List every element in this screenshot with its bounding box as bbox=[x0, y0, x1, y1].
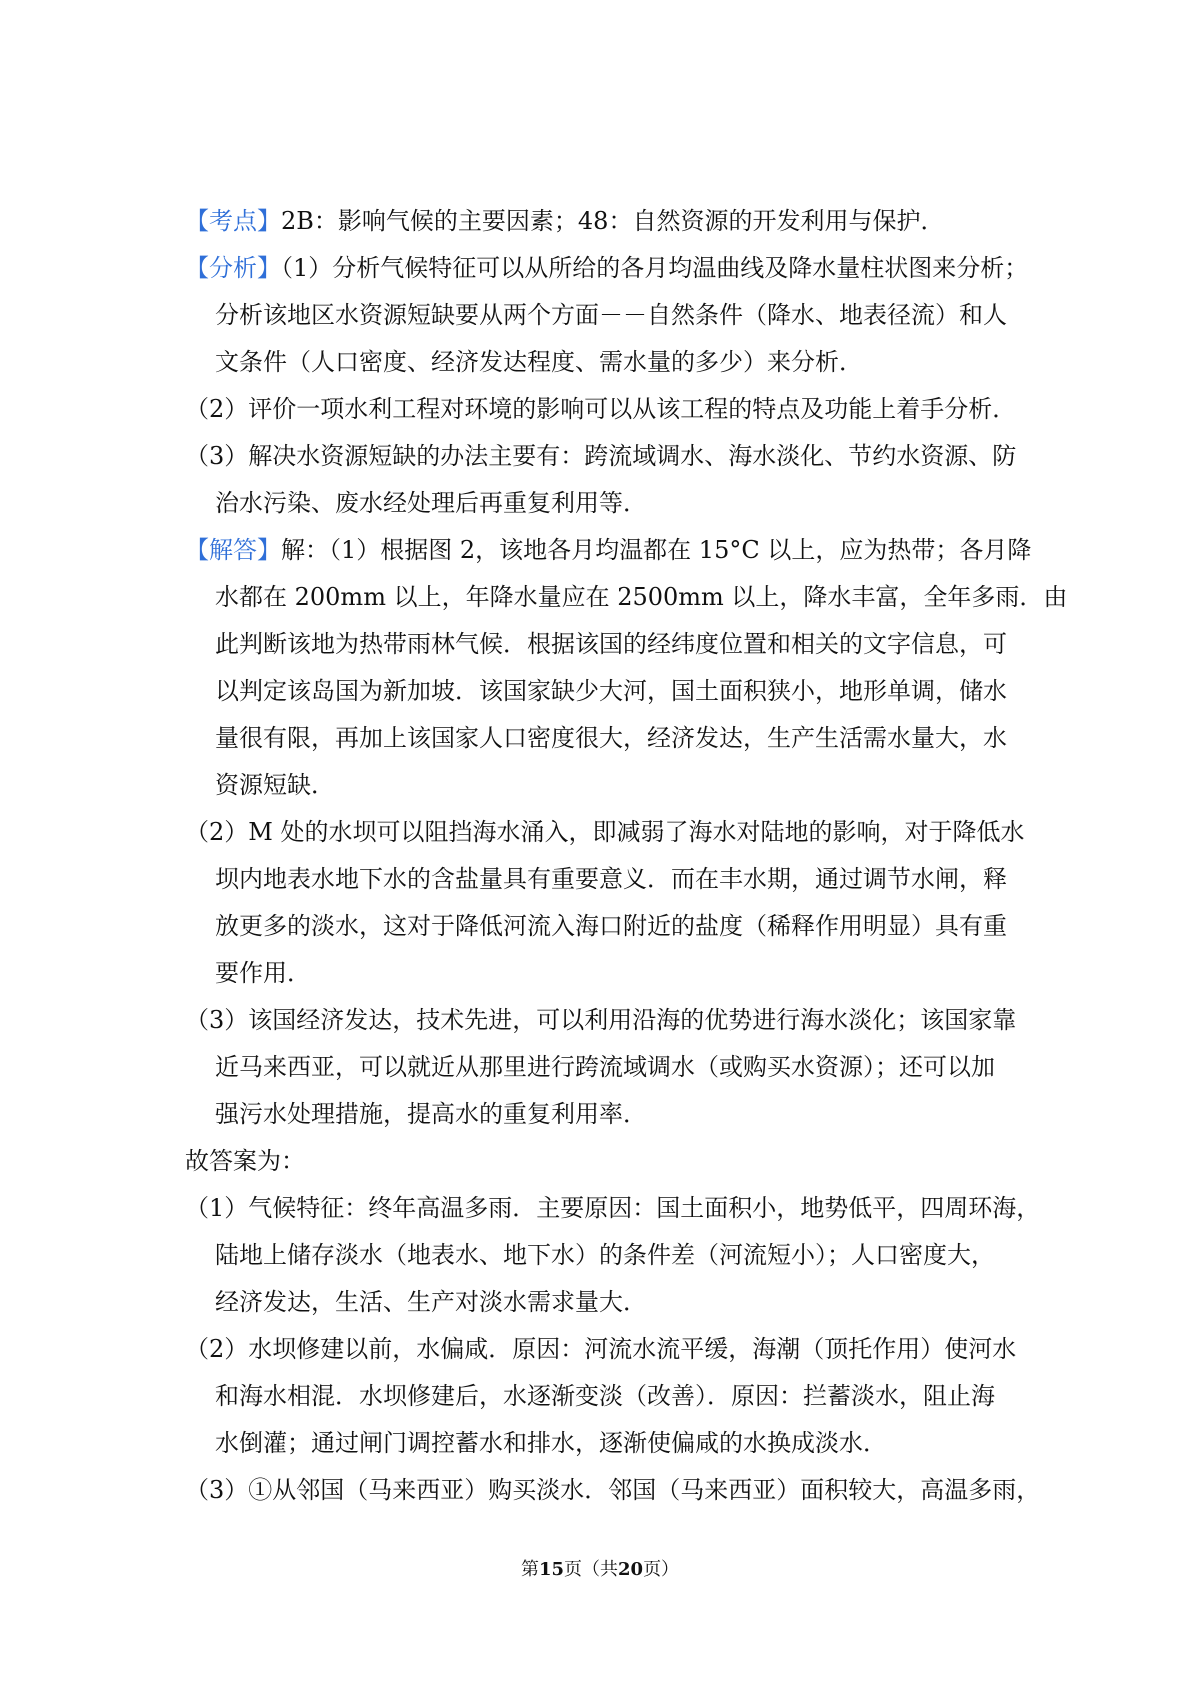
line-text: 经济发达，生活、生产对淡水需求量大． bbox=[215, 1288, 647, 1316]
text-line bbox=[185, 198, 1025, 245]
line-text: 故答案为： bbox=[185, 1147, 305, 1175]
section-tag: 【考点】 bbox=[185, 207, 281, 235]
text-line bbox=[185, 1138, 1025, 1185]
line-text: （1）气候特征：终年高温多雨．主要原因：国土面积小，地势低平，四周环海， bbox=[185, 1194, 1041, 1222]
total-pages-number: 20 bbox=[618, 1559, 644, 1580]
line-text: 2B：影响气候的主要因素；48：自然资源的开发利用与保护． bbox=[281, 207, 945, 235]
line-text: 资源短缺． bbox=[215, 771, 335, 799]
footer-prefix: 第 bbox=[520, 1559, 539, 1580]
text-line bbox=[185, 480, 1025, 527]
text-line bbox=[185, 245, 1029, 292]
text-line bbox=[185, 762, 1025, 809]
page-footer bbox=[0, 1555, 1200, 1581]
line-text: （3）该国经济发达，技术先进，可以利用沿海的优势进行海水淡化；该国家靠 bbox=[185, 1006, 1017, 1034]
text-line bbox=[185, 1467, 1041, 1514]
text-line bbox=[185, 1326, 1025, 1373]
line-text: 和海水相混．水坝修建后，水逐渐变淡（改善）．原因：拦蓄淡水，阻止海 bbox=[215, 1382, 995, 1410]
line-text: （2）评价一项水利工程对环境的影响可以从该工程的特点及功能上着手分析． bbox=[185, 395, 1017, 423]
text-line bbox=[185, 433, 1025, 480]
text-line bbox=[185, 856, 1025, 903]
text-line bbox=[185, 903, 1025, 950]
line-text: （1）分析气候特征可以从所给的各月均温曲线及降水量柱状图来分析； bbox=[281, 254, 1029, 282]
line-text: 文条件（人口密度、经济发达程度、需水量的多少）来分析． bbox=[215, 348, 863, 376]
text-line bbox=[185, 1373, 1025, 1420]
text-line bbox=[185, 1044, 1025, 1091]
line-text: （2）M 处的水坝可以阻挡海水涌入，即减弱了海水对陆地的影响，对于降低水 bbox=[185, 818, 1025, 846]
text-line bbox=[185, 1185, 1041, 1232]
text-line bbox=[185, 809, 1025, 856]
text-line bbox=[185, 715, 1025, 762]
text-line bbox=[185, 339, 1025, 386]
text-line bbox=[185, 292, 1025, 339]
section-tag: 【解答】 bbox=[185, 536, 281, 564]
line-text: 分析该地区水资源短缺要从两个方面－－自然条件（降水、地表径流）和人 bbox=[215, 301, 1007, 329]
line-text: 此判断该地为热带雨林气候．根据该国的经纬度位置和相关的文字信息，可 bbox=[215, 630, 1007, 658]
line-text: 近马来西亚，可以就近从那里进行跨流域调水（或购买水资源）；还可以加 bbox=[215, 1053, 995, 1081]
line-text: 治水污染、废水经处理后再重复利用等． bbox=[215, 489, 647, 517]
text-line bbox=[185, 997, 1025, 1044]
line-text: 水都在 200mm 以上，年降水量应在 2500mm 以上，降水丰富，全年多雨．由 bbox=[215, 583, 1068, 611]
text-line bbox=[185, 621, 1025, 668]
line-text: （3）①从邻国（马来西亚）购买淡水．邻国（马来西亚）面积较大，高温多雨， bbox=[185, 1476, 1041, 1504]
current-page-number: 15 bbox=[538, 1559, 564, 1580]
text-line bbox=[185, 1091, 1025, 1138]
text-line bbox=[185, 668, 1025, 715]
line-text: 水倒灌；通过闸门调控蓄水和排水，逐渐使偏咸的水换成淡水． bbox=[215, 1429, 887, 1457]
line-text: 要作用． bbox=[215, 959, 311, 987]
line-text: 量很有限，再加上该国家人口密度很大，经济发达，生产生活需水量大，水 bbox=[215, 724, 1007, 752]
line-text: 以判定该岛国为新加坡．该国家缺少大河，国土面积狭小，地形单调，储水 bbox=[215, 677, 1007, 705]
answer-body bbox=[185, 198, 1068, 1514]
footer-middle: 页（共 bbox=[564, 1559, 618, 1580]
text-line bbox=[185, 1232, 1025, 1279]
section-tag: 【分析】 bbox=[185, 254, 281, 282]
text-line bbox=[185, 1279, 1025, 1326]
line-text: 解：（1）根据图 2，该地各月均温都在 15°C 以上，应为热带；各月降 bbox=[281, 536, 1032, 564]
line-text: 放更多的淡水，这对于降低河流入海口附近的盐度（稀释作用明显）具有重 bbox=[215, 912, 1007, 940]
text-line bbox=[185, 527, 1032, 574]
text-line bbox=[185, 950, 1025, 997]
line-text: （2）水坝修建以前，水偏咸．原因：河流水流平缓，海潮（顶托作用）使河水 bbox=[185, 1335, 1017, 1363]
line-text: 强污水处理措施，提高水的重复利用率． bbox=[215, 1100, 647, 1128]
text-line bbox=[185, 1420, 1025, 1467]
text-line bbox=[185, 386, 1025, 433]
line-text: （3）解决水资源短缺的办法主要有：跨流域调水、海水淡化、节约水资源、防 bbox=[185, 442, 1017, 470]
footer-suffix: 页） bbox=[643, 1559, 680, 1580]
text-line bbox=[185, 574, 1068, 621]
line-text: 坝内地表水地下水的含盐量具有重要意义．而在丰水期，通过调节水闸，释 bbox=[215, 865, 1007, 893]
line-text: 陆地上储存淡水（地表水、地下水）的条件差（河流短小）；人口密度大， bbox=[215, 1241, 995, 1269]
